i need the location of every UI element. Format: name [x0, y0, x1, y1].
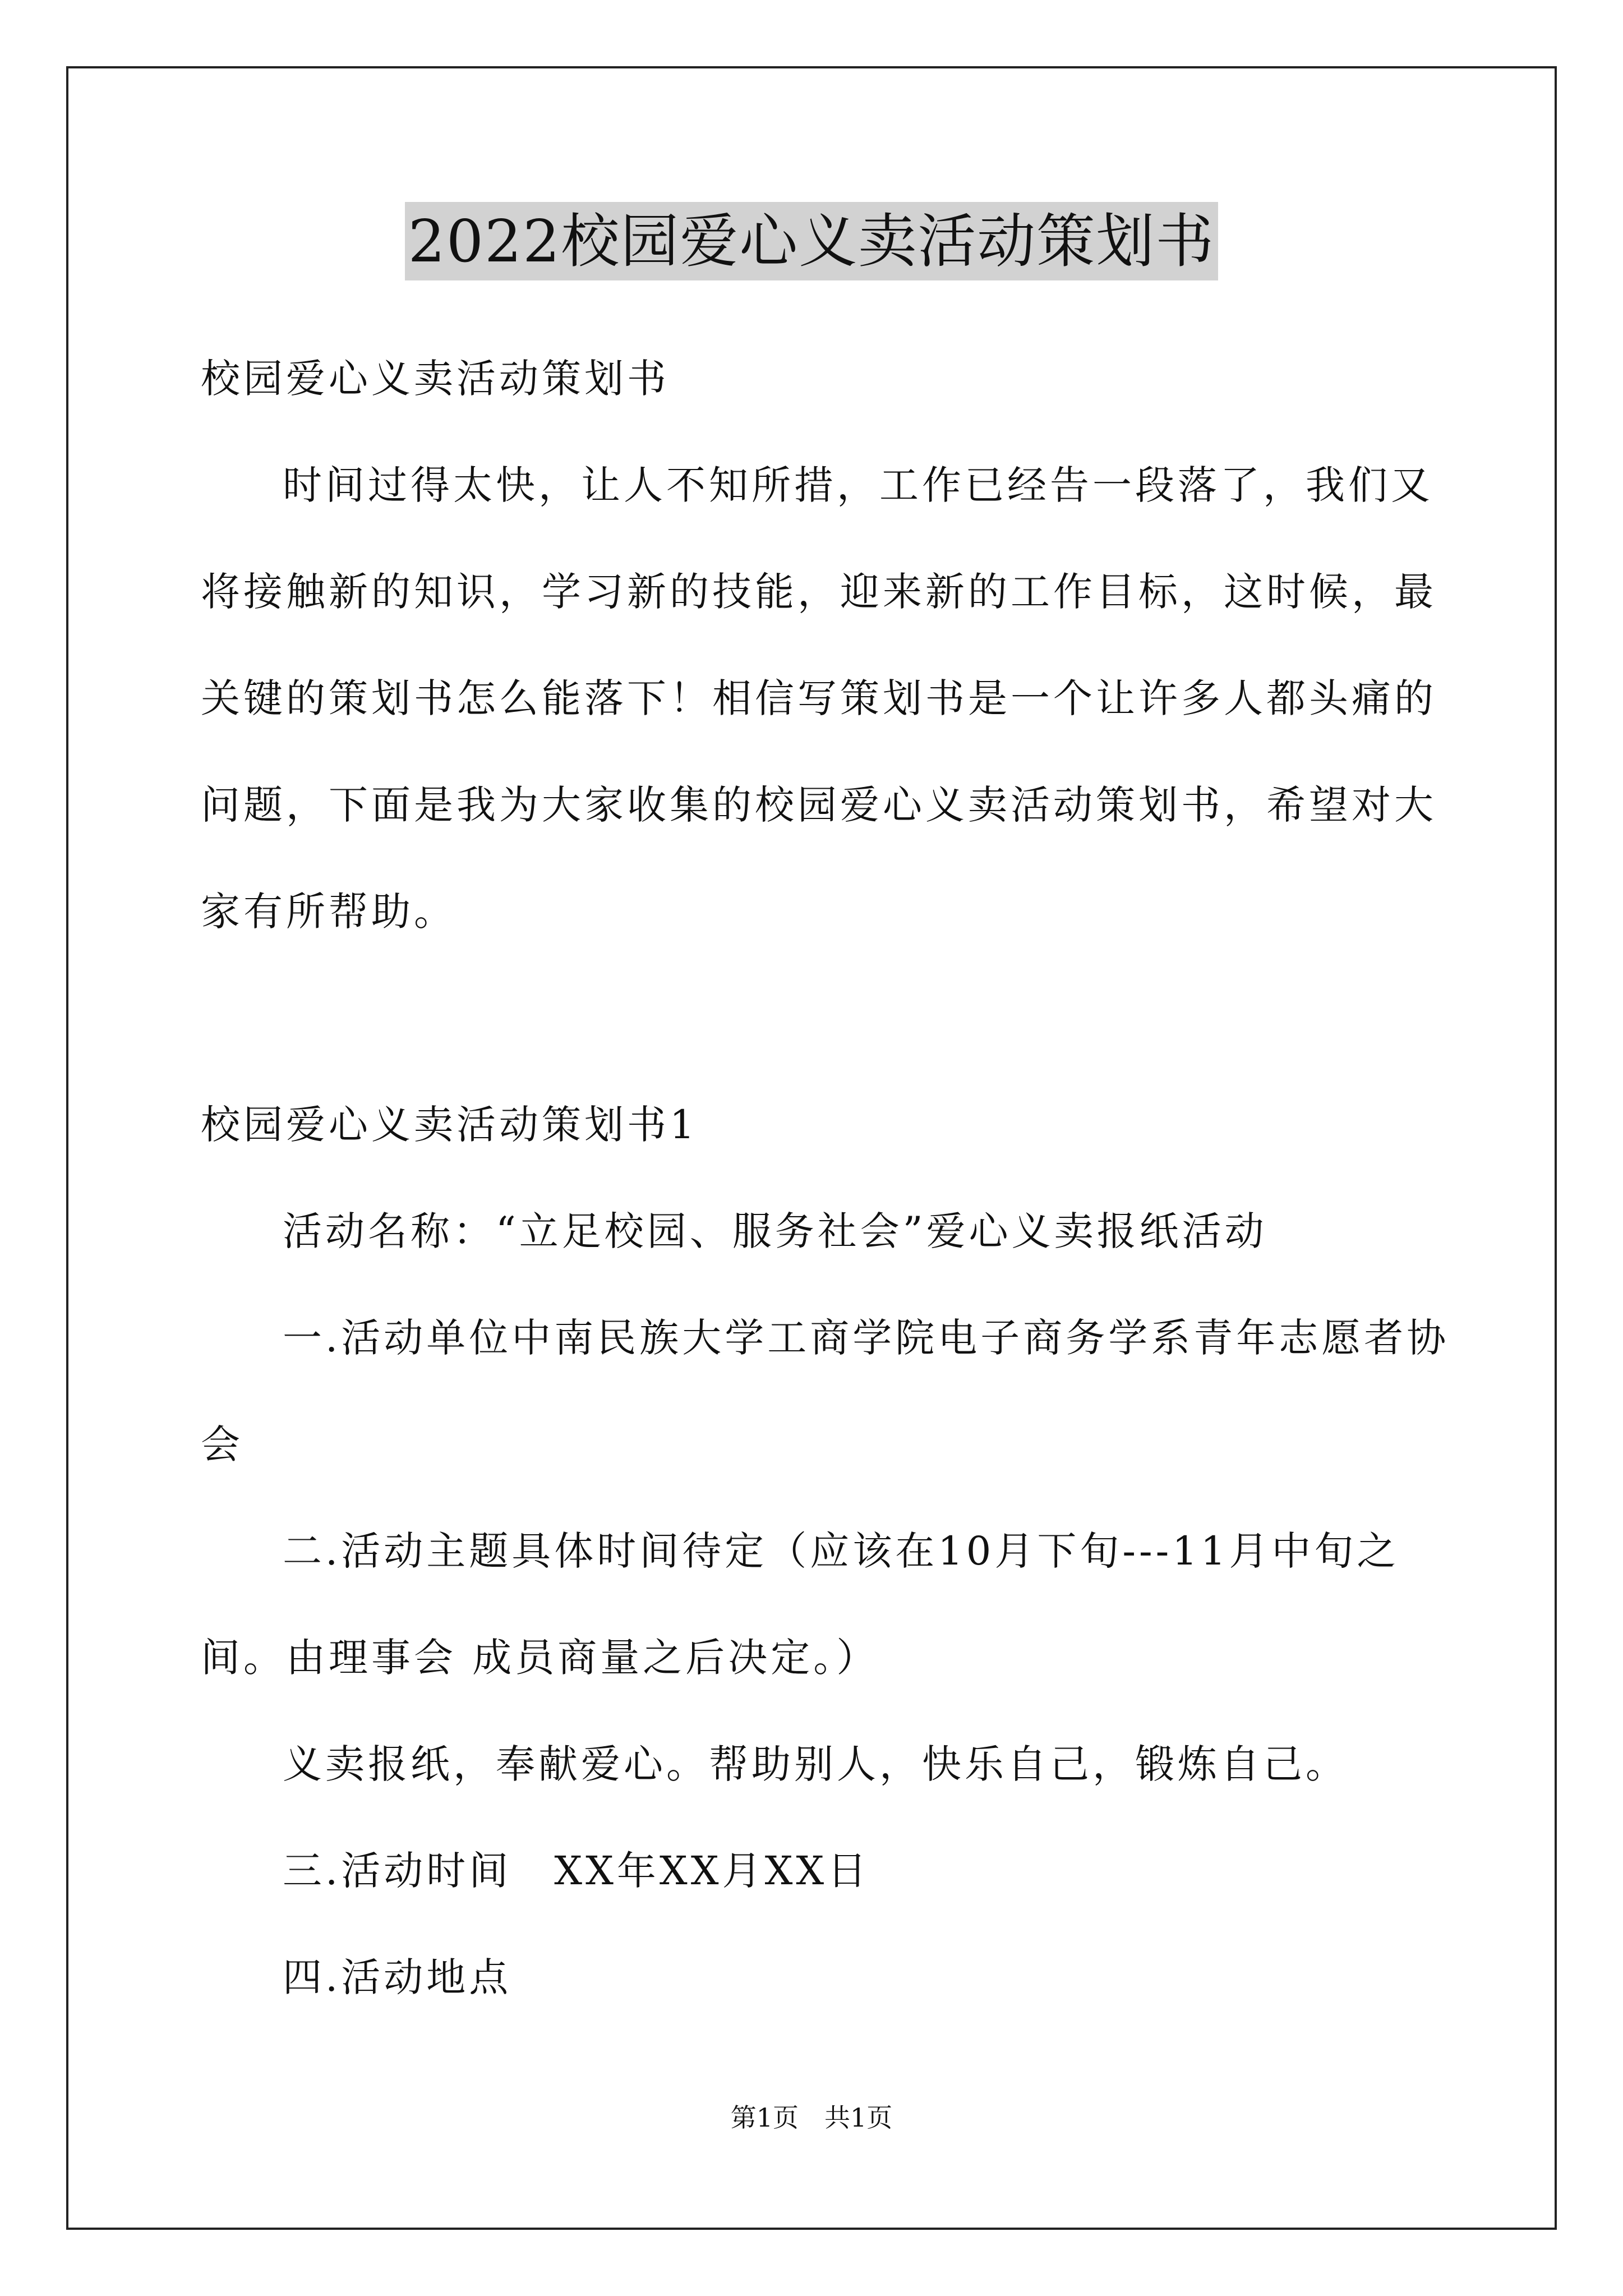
- section-heading: 校园爱心义卖活动策划书1: [201, 1102, 698, 1148]
- intro-paragraph: 时间过得太快，让人不知所措，工作已经告一段落了，我们又将接触新的知识，学习新的技能，迎来新的工作目标，这时候，最关键的策划书怎么能落下！相信写策划书是一个让许多人都头痛的问题，下面是我为大家收集的校园爱心义卖活动策划书，希望对大家有所帮助。: [201, 462, 1437, 935]
- document-title: 2022校园爱心义卖活动策划书: [405, 202, 1219, 280]
- slogan: 义卖报纸，奉献爱心。帮助别人，快乐自己，锻炼自己。: [283, 1741, 1348, 1787]
- item-location: 四.活动地点: [283, 1954, 512, 2000]
- subtitle: 校园爱心义卖活动策划书: [201, 356, 670, 402]
- item-organizer: 一.活动单位中南民族大学工商学院电子商务学系青年志愿者协会: [201, 1315, 1450, 1467]
- page-footer: 第1页 共1页: [730, 2102, 893, 2133]
- activity-name: 活动名称：“立足校园、服务社会”爱心义卖报纸活动: [283, 1208, 1267, 1254]
- item-time: 三.活动时间 XX年XX月XX日: [283, 1848, 870, 1894]
- item-theme: 二.活动主题具体时间待定（应该在10月下旬---11月中旬之间。由理事会 成员商量之后决定。）: [201, 1528, 1400, 1681]
- title-container: [0, 202, 1623, 280]
